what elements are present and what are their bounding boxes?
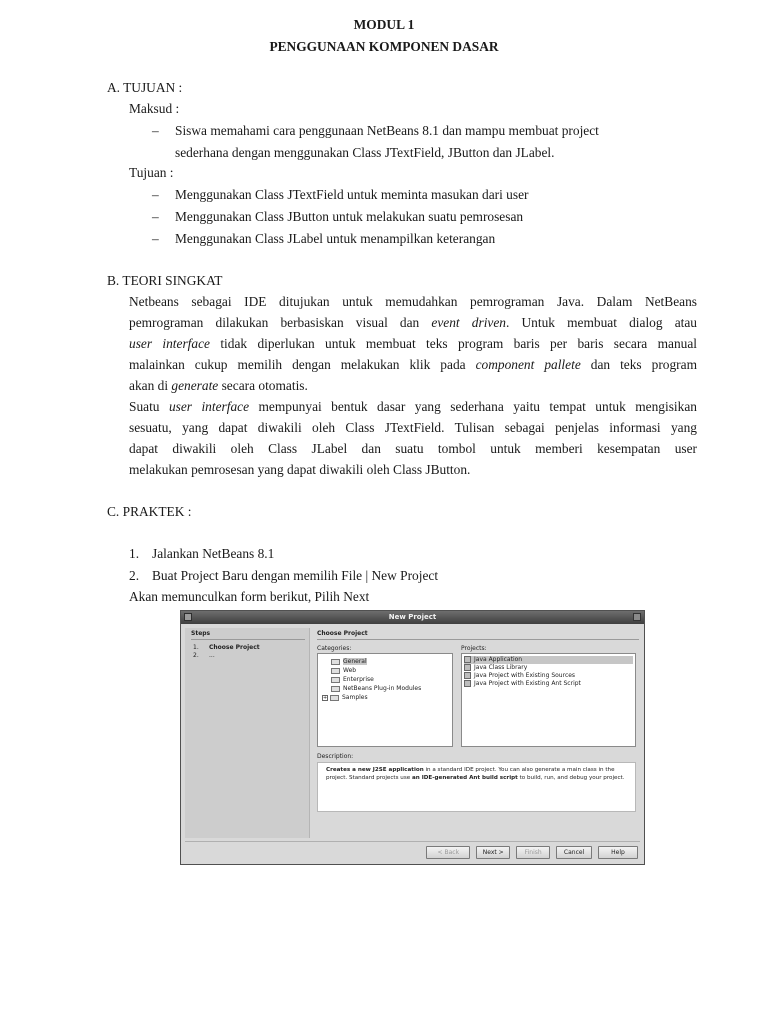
steps-title: Steps: [191, 630, 211, 637]
ant-script-icon: [464, 680, 471, 687]
window-menu-icon[interactable]: [184, 613, 192, 621]
emphasis-run: event driven: [431, 315, 507, 330]
help-button[interactable]: Help: [598, 846, 638, 859]
window-controls: [631, 613, 641, 622]
project-label: Java Class Library: [474, 664, 528, 671]
new-project-dialog: [180, 610, 645, 865]
tujuan-dash: –: [152, 209, 159, 224]
category-plugin-modules[interactable]: [331, 685, 421, 693]
cancel-button[interactable]: Cancel: [556, 846, 592, 859]
category-samples[interactable]: [322, 694, 368, 702]
dialog-titlebar: [181, 611, 644, 624]
java-cup-icon: [464, 664, 471, 671]
category-label: General: [343, 658, 367, 665]
category-label: Samples: [342, 694, 368, 701]
wizard-step-label: ...: [209, 652, 215, 659]
wizard-step-number: 1.: [193, 644, 199, 651]
java-cup-icon: [464, 672, 471, 679]
emphasis-run: user interface: [168, 399, 250, 414]
description-text: in a standard IDE project. You can also generate a main class in the project. Standard projects use: [326, 767, 615, 781]
project-java-application[interactable]: [464, 656, 633, 664]
emphasis-run: user interface: [129, 336, 210, 351]
category-enterprise[interactable]: [331, 676, 374, 684]
expand-icon[interactable]: +: [323, 694, 328, 701]
text-run: akan di: [129, 378, 172, 393]
categories-tree[interactable]: [317, 653, 453, 747]
tujuan-item: Menggunakan Class JLabel untuk menampilkan keterangan: [175, 231, 496, 246]
wizard-buttons: [422, 846, 638, 859]
category-label: NetBeans Plug-in Modules: [343, 685, 422, 692]
theory-line: [129, 357, 697, 373]
module-title: PENGGUNAAN KOMPONEN DASAR: [269, 39, 499, 54]
tujuan-item: Menggunakan Class JTextField untuk meminta masukan dari user: [175, 187, 529, 202]
step-text: Jalankan NetBeans 8.1: [152, 546, 275, 561]
projects-list[interactable]: [461, 653, 636, 747]
theory-line: Netbeans sebagai IDE ditujukan untuk memudahkan pemrograman Java. Dalam NetBeans: [129, 294, 697, 309]
step-number: 1.: [129, 546, 140, 561]
project-label: Java Project with Existing Ant Script: [474, 680, 581, 687]
folder-icon: [331, 659, 340, 665]
description-label: Description:: [317, 753, 354, 760]
dialog-title: New Project: [388, 613, 437, 621]
tujuan-dash: –: [152, 231, 159, 246]
theory-line: [129, 315, 697, 331]
category-general[interactable]: [331, 658, 367, 666]
project-label: Java Project with Existing Sources: [474, 672, 576, 679]
description-bold: an IDE-generated Ant build script: [411, 774, 518, 781]
theory-line: [129, 399, 697, 415]
folder-icon: [331, 686, 340, 692]
folder-icon: [330, 695, 339, 701]
tujuan-item: Menggunakan Class JButton untuk melakukan suatu pemrosesan: [175, 209, 524, 224]
maksud-dash: –: [152, 123, 159, 138]
text-run: Suatu: [129, 399, 169, 414]
finish-button[interactable]: Finish: [516, 846, 550, 859]
folder-icon: [331, 668, 340, 674]
project-existing-ant-script[interactable]: [464, 680, 581, 688]
theory-line: melakukan pemrosesan yang dapat diwakili oleh Class JButton.: [129, 462, 471, 477]
folder-icon: [331, 677, 340, 683]
section-b-heading: B. TEORI SINGKAT: [107, 273, 223, 288]
categories-label: Categories:: [317, 645, 352, 652]
category-web[interactable]: [331, 667, 356, 675]
maksud-line-1: Siswa memahami cara penggunaan NetBeans 8.1 dan mampu membuat project: [175, 123, 599, 138]
theory-line: dapat diwakili oleh Class JLabel dan suatu tombol untuk memberi kesempatan user: [129, 441, 697, 456]
description-text: to build, run, and debug your project.: [517, 774, 625, 781]
project-java-class-library[interactable]: [464, 664, 527, 672]
step-note: Akan memunculkan form berikut, Pilih Next: [129, 589, 370, 604]
wizard-step-label: Choose Project: [209, 644, 260, 651]
category-label: Web: [343, 667, 357, 674]
steps-divider: [191, 639, 305, 640]
projects-label: Projects:: [461, 645, 487, 652]
step-text: Buat Project Baru dengan memilih File | New Project: [152, 568, 439, 583]
maksud-line-2: sederhana dengan menggunakan Class JTextField, JButton dan JLabel.: [175, 145, 555, 160]
steps-pane: [185, 628, 310, 838]
theory-line: [129, 378, 697, 394]
emphasis-run: generate: [171, 378, 219, 393]
text-run: secara otomatis.: [218, 378, 308, 393]
maksud-label: Maksud :: [129, 101, 180, 116]
section-a-heading: A. TUJUAN :: [107, 80, 183, 95]
theory-line: sesuatu, yang dapat diwakili oleh Class JTextField. Tulisan sebagai penjelas informasi yang: [129, 420, 697, 435]
project-label: Java Application: [474, 656, 523, 663]
text-run: tidak diperlukan untuk membuat teks program baris per baris secara manual: [210, 336, 697, 351]
step-number: 2.: [129, 568, 140, 583]
theory-line: [129, 336, 697, 352]
section-c-heading: C. PRAKTEK :: [107, 504, 192, 519]
button-divider: [185, 841, 640, 842]
wizard-step-number: 2.: [193, 652, 199, 659]
text-run: pemrograman dilakukan berbasiskan visual dan: [129, 315, 432, 330]
choose-project-divider: [317, 639, 639, 640]
description-bold: Creates a new J2SE application: [326, 767, 424, 773]
text-run: malainkan cukup memilih dengan melakukan klik pada: [129, 357, 476, 372]
text-run: . Untuk membuat dialog atau: [506, 315, 698, 330]
category-label: Enterprise: [343, 676, 374, 683]
close-icon[interactable]: [633, 613, 641, 621]
back-button[interactable]: < Back: [426, 846, 470, 859]
next-button[interactable]: Next >: [476, 846, 510, 859]
java-cup-icon: [464, 656, 471, 663]
emphasis-run: component pallete: [475, 357, 581, 372]
project-existing-sources[interactable]: [464, 672, 575, 680]
module-number: MODUL 1: [353, 17, 415, 32]
text-run: dan teks program: [580, 357, 697, 372]
choose-project-title: Choose Project: [317, 630, 368, 637]
text-run: mempunyai bentuk dasar yang sederhana yaitu tempat untuk mengisikan: [249, 399, 697, 414]
tujuan-label: Tujuan :: [129, 165, 174, 180]
tujuan-dash: –: [152, 187, 159, 202]
choose-project-pane: [315, 628, 639, 838]
description-box: [317, 762, 636, 812]
